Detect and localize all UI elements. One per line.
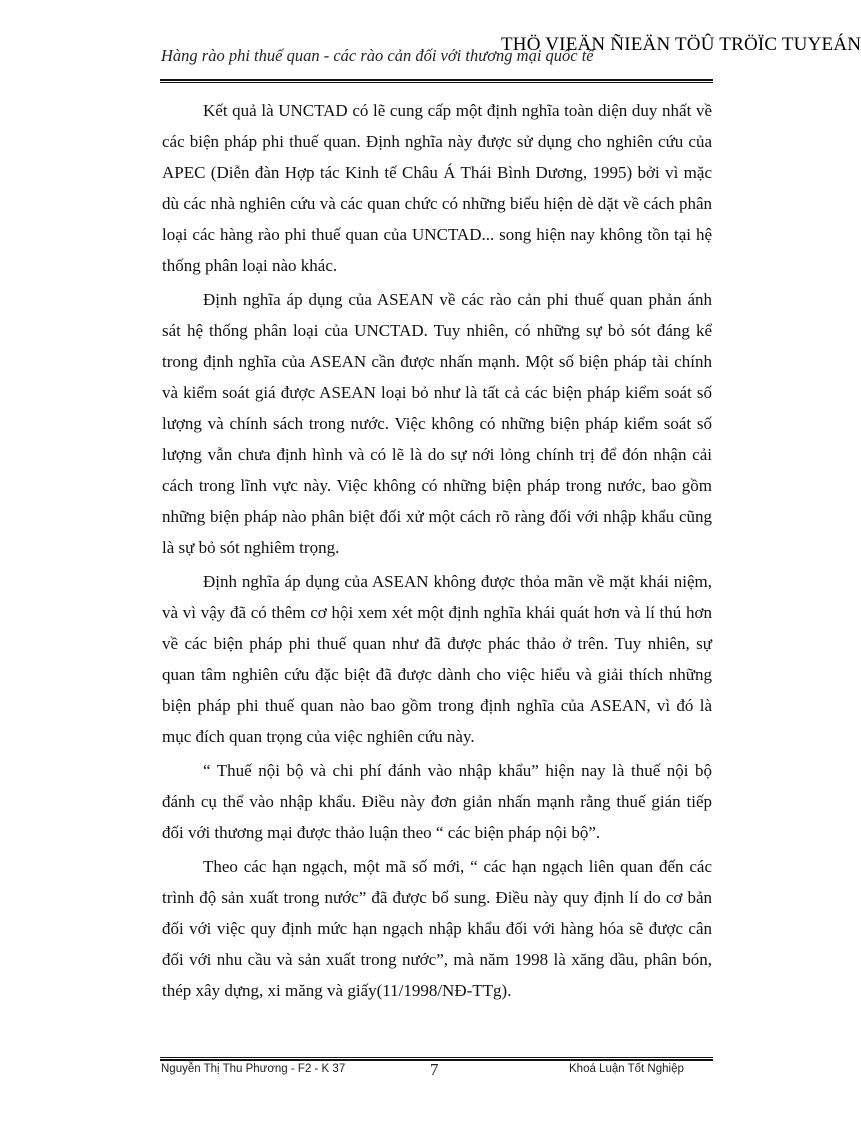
footer-author: Nguyễn Thị Thu Phương - F2 - K 37 — [161, 1063, 346, 1075]
paragraph-4: “ Thuế nội bộ và chi phí đánh vào nhập khẩu” hiện nay là thuế nội bộ đánh cụ thể vào nhập khẩu. Điều này đơn giản nhấn mạnh rằng thuế gián tiếp đối với thương mại được thảo luận theo “ các biện pháp nội bộ”. — [162, 761, 712, 842]
paragraph-1: Kết quả là UNCTAD có lẽ cung cấp một định nghĩa toàn diện duy nhất về các biện pháp phi thuế quan. Định nghĩa này được sử dụng cho nghiên cứu của APEC (Diễn đàn Hợp tác Kinh tế Châu Á Thái Bình Dương, 1995) bởi vì mặc dù các nhà nghiên cứu và các quan chức có những biểu hiện dè dặt về cách phân loại các hàng rào phi thuế quan của UNCTAD... song hiện nay không tồn tại hệ thống phân loại nào khác. — [162, 101, 712, 275]
header-rule — [160, 79, 713, 83]
paragraph-5: Theo các hạn ngạch, một mã số mới, “ các hạn ngạch liên quan đến các trình độ sản xuất trong nước” đã được bổ sung. Điều này quy định lí do cơ bản đối với việc quy định mức hạn ngạch nhập khẩu đối với hàng hóa sẽ được cân đối với nhu cầu và sản xuất trong nước”, mà năm 1998 là xăng dầu, phân bón, thép xây dựng, xi măng và giấy(11/1998/NĐ-TTg). — [162, 857, 712, 1000]
paragraph-2: Định nghĩa áp dụng của ASEAN về các rào cản phi thuế quan phản ánh sát hệ thống phân loại của UNCTAD. Tuy nhiên, có những sự bỏ sót đáng kể trong định nghĩa của ASEAN cần được nhấn mạnh. Một số biện pháp tài chính và kiểm soát giá được ASEAN loại bỏ như là tất cả các biện pháp kiểm soát số lượng và chính sách trong nước. Việc không có những biện pháp kiểm soát số lượng vẫn chưa định hình và có lẽ là do sự nới lỏng chính trị để đón nhận cải cách trong lĩnh vực này. Việc không có những biện pháp trong nước, bao gồm những biện pháp nào phân biệt đối xử một cách rõ ràng đối với nhập khẩu cũng là sự bỏ sót nghiêm trọng. — [162, 290, 712, 557]
watermark-text: THÖ VIEÄN ÑIEÄN TÖÛ TRÖÏC TUYEÁN — [501, 34, 861, 55]
paragraph-3: Định nghĩa áp dụng của ASEAN không được thỏa mãn về mặt khái niệm, và vì vậy đã có thêm cơ hội xem xét một định nghĩa khái quát hơn và lí thú hơn về các biện pháp phi thuế quan như đã được phác thảo ở trên. Tuy nhiên, sự quan tâm nghiên cứu đặc biệt đã được dành cho việc hiểu và giải thích những biện pháp phi thuế quan nào bao gồm trong định nghĩa của ASEAN, vì đó là mục đích quan trọng của việc nghiên cứu này. — [162, 572, 712, 746]
running-header-title: Hàng rào phi thuế quan - các rào cản đối với thương mại quốc tế — [161, 46, 594, 65]
page-number: 7 — [430, 1060, 439, 1079]
footer-doc-type: Khoá Luận Tốt Nghiệp — [569, 1063, 684, 1075]
body-text — [162, 95, 712, 1009]
